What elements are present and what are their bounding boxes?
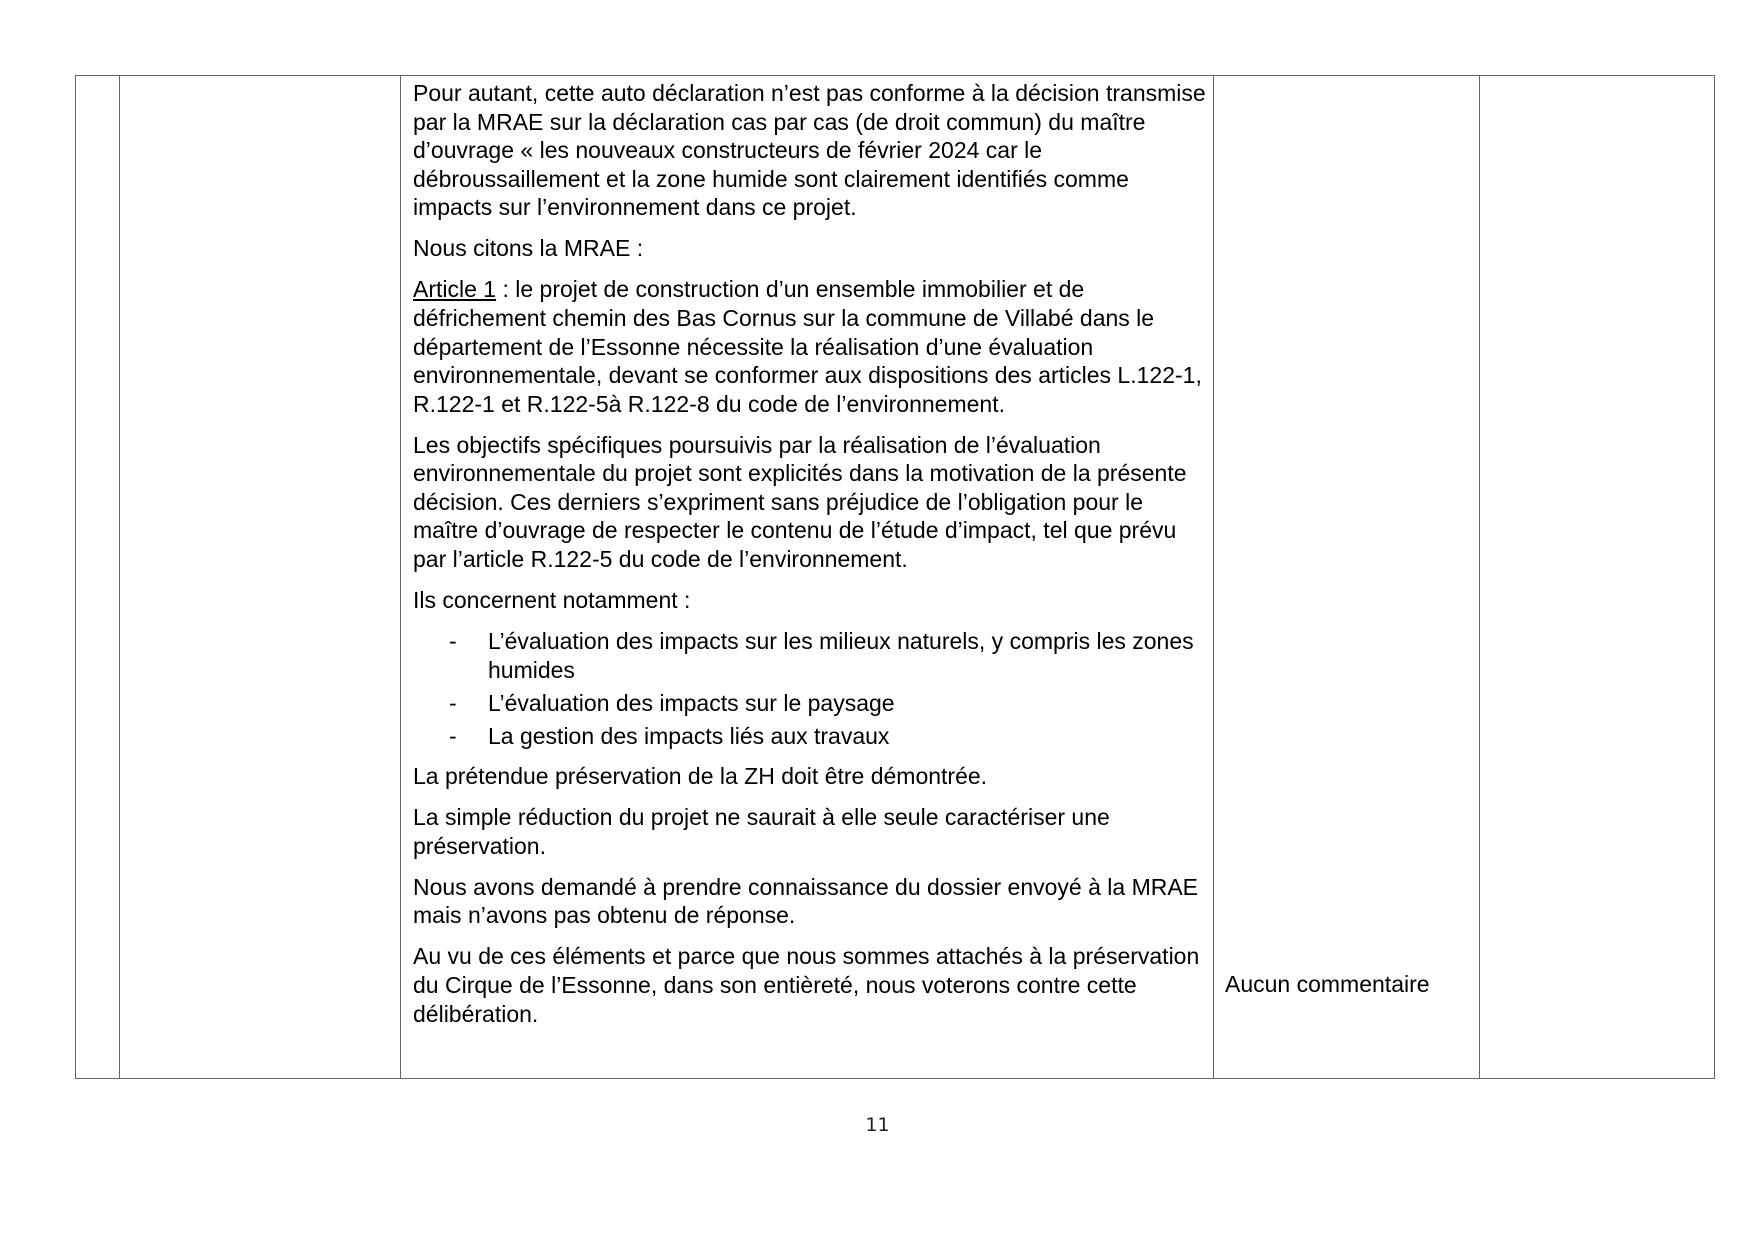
column-divider (119, 76, 120, 1078)
paragraph: Nous avons demandé à prendre connaissance du dossier envoyé à la MRAE mais n’avons pas obtenu de réponse. (413, 873, 1199, 929)
paragraph: Les objectifs spécifiques poursuivis par la réalisation de l’évaluation environnementale du projet sont explicités dans la motivation de la présente décision. Ces derniers s’expriment sans préjudice de l’obligation pour le maître d’ouvrage de respecter le contenu de l’étude d’impact, tel que prévu par l’article R.122-5 du code de l’environnement. (413, 431, 1187, 573)
comment-cell: Aucun commentaire (1225, 971, 1430, 997)
article-text: : le projet de construction d’un ensemble immobilier et de défrichement chemin des Bas Cornus sur la commune de Villabé dans le département de l’Essonne nécessite la réalisation d’une évaluation environnementale, devant se conformer aux dispositions des articles L.122-1, R.122-1 et R.122-5à R.122-8 du code de l’environnement. (413, 276, 1202, 417)
article-paragraph (413, 275, 1213, 418)
article-label: Article 1 (413, 276, 497, 303)
list-item-text: L’évaluation des impacts sur les milieux naturels, y compris les zones humides (488, 628, 1194, 683)
observation-cell (413, 76, 1213, 1041)
column-divider (1213, 76, 1214, 1078)
bullet-marker: - (449, 689, 457, 716)
bullet-list (413, 627, 1213, 750)
paragraph: Nous citons la MRAE : (413, 235, 644, 262)
paragraph: La simple réduction du projet ne saurait à elle seule caractériser une préservation. (413, 804, 1110, 859)
page-number: 11 (865, 1114, 890, 1136)
list-item-text: L’évaluation des impacts sur le paysage (488, 689, 895, 716)
bullet-marker: - (449, 722, 457, 749)
document-table (75, 75, 1715, 1079)
column-divider (400, 76, 401, 1078)
paragraph: La prétendue préservation de la ZH doit être démontrée. (413, 763, 988, 790)
list-item (413, 722, 1213, 751)
list-item-text: La gestion des impacts liés aux travaux (488, 722, 890, 749)
paragraph: Ils concernent notamment : (413, 587, 691, 614)
paragraph: Pour autant, cette auto déclaration n’est pas conforme à la décision transmise par la MRAE sur la déclaration cas par cas (de droit commun) du maître d’ouvrage « les nouveaux constructeurs de février 2024 car le débroussaillement et la zone humide sont clairement identifiés comme impacts sur l’environnement dans ce projet. (413, 80, 1206, 221)
bullet-marker: - (449, 628, 457, 655)
list-item (413, 627, 1213, 684)
paragraph: Au vu de ces éléments et parce que nous sommes attachés à la préservation du Cirque de l’Essonne, dans son entièreté, nous voterons contre cette délibération. (413, 943, 1200, 1027)
column-divider (1479, 76, 1480, 1078)
list-item (413, 689, 1213, 718)
